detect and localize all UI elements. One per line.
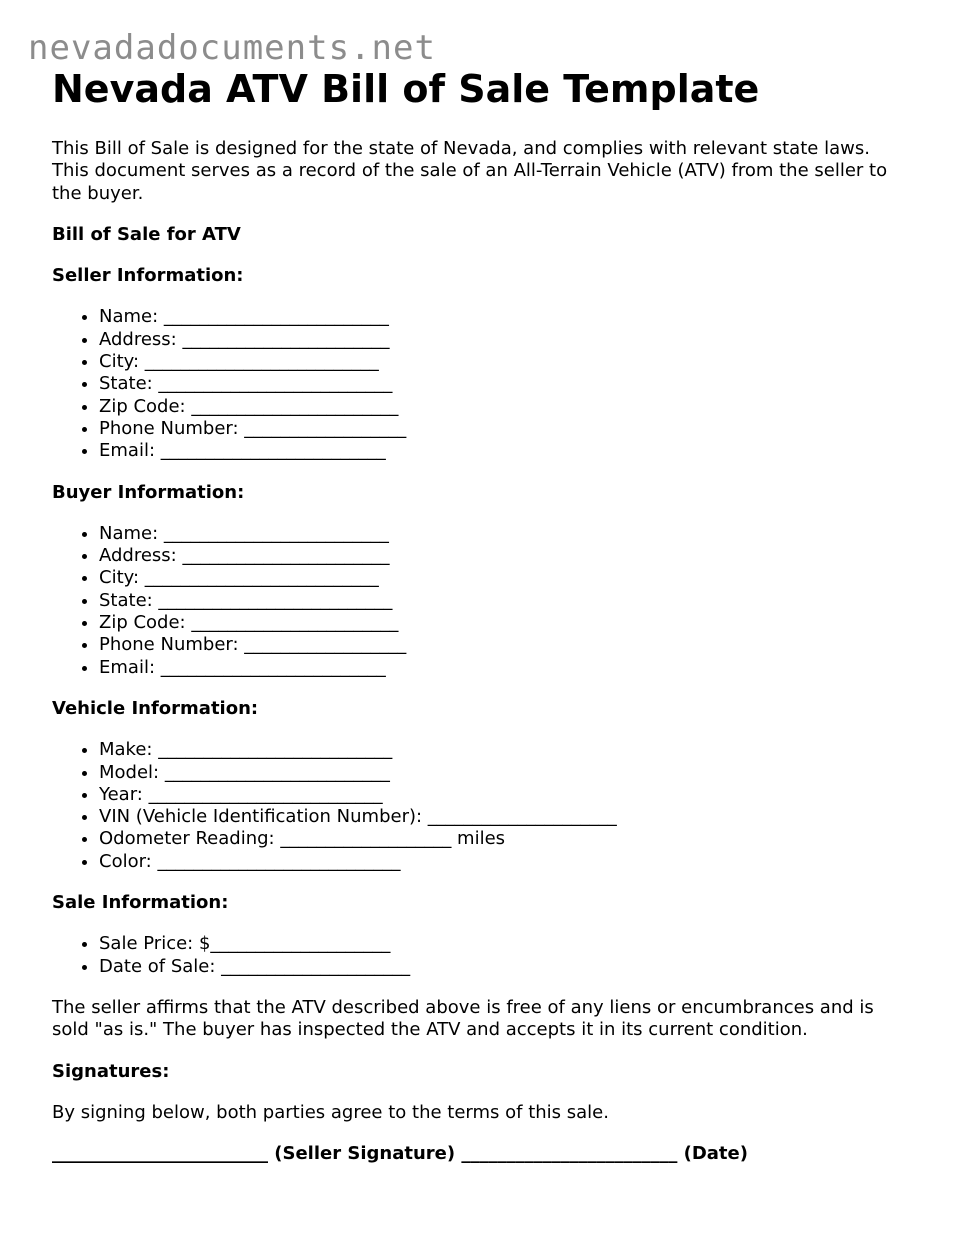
seller-email-field: • Email: _________________________: [99, 440, 912, 462]
vehicle-make-field: • Make: __________________________: [99, 739, 912, 761]
vehicle-odometer-field: • Odometer Reading: ___________________ miles: [99, 828, 912, 850]
signatures-agreement: By signing below, both parties agree to the terms of this sale.: [52, 1101, 609, 1123]
buyer-email-field: • Email: _________________________: [99, 657, 912, 679]
seller-phone-field: • Phone Number: __________________: [99, 418, 912, 440]
seller-city-field: • City: __________________________: [99, 351, 912, 373]
vehicle-model-field: • Model: _________________________: [99, 762, 912, 784]
sale-date-field: • Date of Sale: _____________________: [99, 956, 912, 978]
sale-price-field: • Sale Price: $____________________: [99, 933, 912, 955]
vehicle-heading: Vehicle Information:: [52, 697, 259, 719]
seller-signature-line: ________________________ (Seller Signature) ________________________ (Date): [52, 1143, 748, 1165]
sale-field-list: [52, 933, 912, 978]
vehicle-vin-field: • VIN (Vehicle Identification Number): _____________________: [99, 806, 912, 828]
buyer-heading: Buyer Information:: [52, 481, 245, 503]
seller-name-field: • Name: _________________________: [99, 306, 912, 328]
watermark: nevadadocuments.net: [28, 28, 436, 68]
buyer-city-field: • City: __________________________: [99, 567, 912, 589]
buyer-address-field: • Address: _______________________: [99, 545, 912, 567]
form-heading: Bill of Sale for ATV: [52, 223, 241, 245]
buyer-state-field: • State: __________________________: [99, 590, 912, 612]
vehicle-year-field: • Year: __________________________: [99, 784, 912, 806]
sale-heading: Sale Information:: [52, 892, 229, 914]
intro-paragraph: This Bill of Sale is designed for the state of Nevada, and complies with relevant state laws. This document serves as a record of the sale of an All-Terrain Vehicle (ATV) from the seller to the buyer.: [52, 138, 888, 204]
seller-field-list: [52, 306, 912, 462]
seller-zip-field: • Zip Code: _______________________: [99, 396, 912, 418]
buyer-name-field: • Name: _________________________: [99, 523, 912, 545]
page-title: Nevada ATV Bill of Sale Template: [52, 67, 760, 111]
seller-heading: Seller Information:: [52, 265, 244, 287]
buyer-phone-field: • Phone Number: __________________: [99, 634, 912, 656]
document-body: [52, 138, 912, 1165]
vehicle-color-field: • Color: ___________________________: [99, 851, 912, 873]
seller-address-field: • Address: _______________________: [99, 329, 912, 351]
signatures-heading: Signatures:: [52, 1060, 170, 1082]
buyer-zip-field: • Zip Code: _______________________: [99, 612, 912, 634]
seller-state-field: • State: __________________________: [99, 373, 912, 395]
buyer-field-list: [52, 523, 912, 679]
affirmation-paragraph: The seller affirms that the ATV described above is free of any liens or encumbrances and is sold "as is." The buyer has inspected the ATV and accepts it in its current condition.: [52, 996, 874, 1041]
vehicle-field-list: [52, 739, 912, 873]
